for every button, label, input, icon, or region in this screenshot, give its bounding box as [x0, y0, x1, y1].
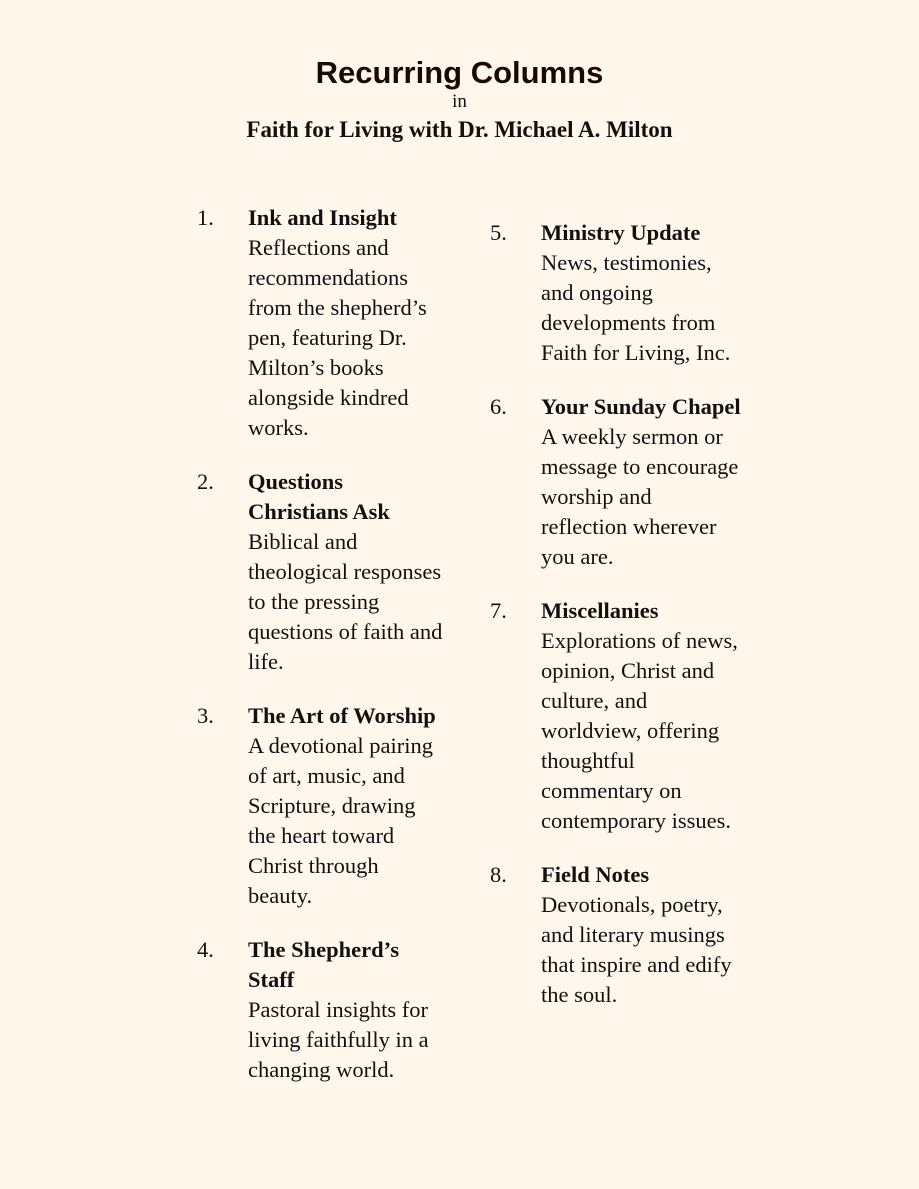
column-item-miscellanies — [489, 596, 741, 836]
column-item-art-of-worship — [196, 701, 448, 911]
item-number: 5. — [490, 220, 507, 245]
item-number: 2. — [197, 469, 214, 494]
right-column — [489, 218, 749, 1034]
item-number: 1. — [197, 205, 214, 230]
column-item-ink-and-insight — [196, 203, 448, 443]
column-item-shepherds-staff — [196, 935, 448, 1085]
page-title: Recurring Columns — [315, 55, 604, 90]
item-description: A devotional pairing of art, music, and Scripture, drawing the heart toward Christ through beauty. — [248, 733, 433, 908]
item-title: Miscellanies — [541, 598, 659, 623]
item-description: Reflections and recommendations from the shepherd’s pen, featuring Dr. Milton’s books alongside kindred works. — [248, 235, 427, 440]
item-title: Ink and Insight — [248, 205, 397, 230]
title-connector: in — [452, 91, 467, 112]
item-description: Explorations of news, opinion, Christ and culture, and worldview, offering thoughtful commentary on contemporary issues. — [541, 628, 738, 833]
page-subtitle: Faith for Living with Dr. Michael A. Milton — [246, 117, 673, 142]
item-title: Field Notes — [541, 862, 650, 887]
item-description: Biblical and theological responses to the pressing questions of faith and life. — [248, 529, 443, 674]
item-number: 4. — [197, 937, 214, 962]
left-column — [196, 203, 456, 1109]
column-item-ministry-update — [489, 218, 741, 368]
page-header — [0, 54, 919, 148]
item-number: 6. — [490, 394, 507, 419]
item-description: A weekly sermon or message to encourage worship and reflection wherever you are. — [541, 424, 739, 569]
item-description: News, testimonies, and ongoing developments from Faith for Living, Inc. — [541, 250, 731, 365]
column-item-questions-christians-ask — [196, 467, 448, 677]
item-title: The Shepherd’s Staff — [248, 937, 400, 992]
column-item-your-sunday-chapel — [489, 392, 741, 572]
item-description: Pastoral insights for living faithfully in a changing world. — [248, 997, 429, 1082]
item-title: Your Sunday Chapel — [541, 394, 741, 419]
item-title: Questions Christians Ask — [248, 469, 390, 524]
item-number: 8. — [490, 862, 507, 887]
column-item-field-notes — [489, 860, 741, 1010]
item-description: Devotionals, poetry, and literary musings that inspire and edify the soul. — [541, 892, 732, 1007]
item-number: 3. — [197, 703, 214, 728]
item-number: 7. — [490, 598, 507, 623]
item-title: Ministry Update — [541, 220, 701, 245]
item-title: The Art of Worship — [248, 703, 436, 728]
